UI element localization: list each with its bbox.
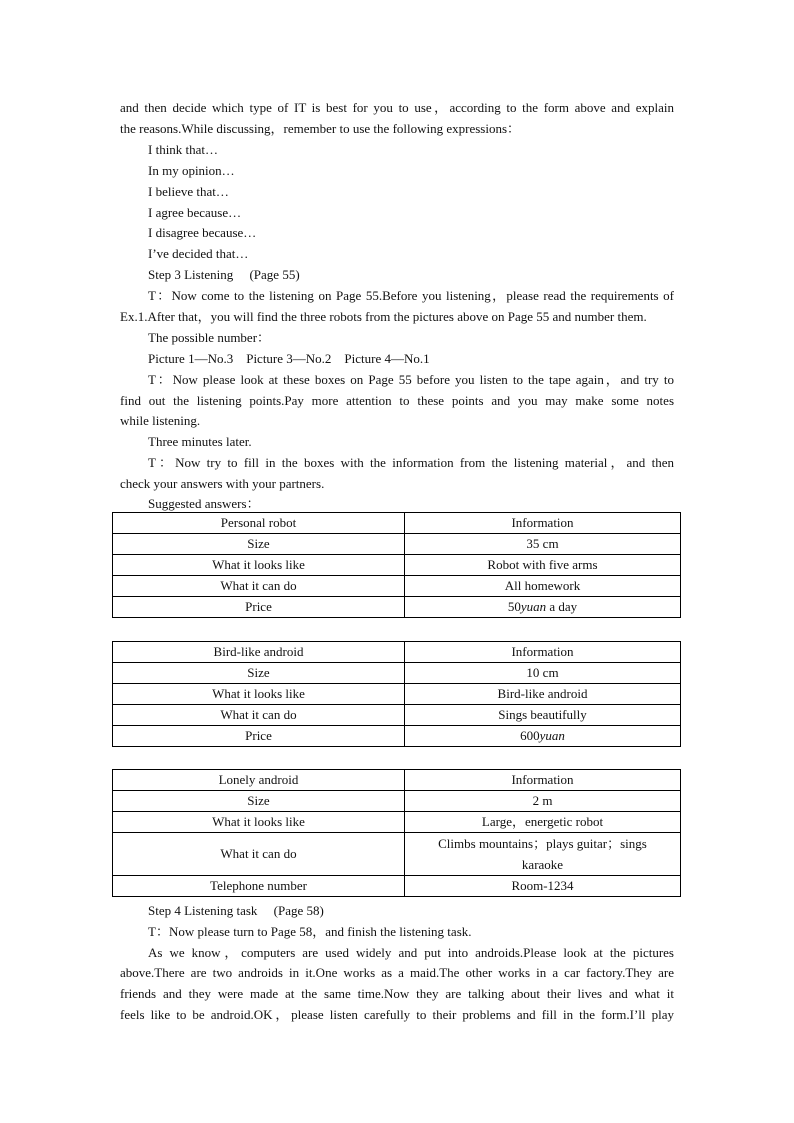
- table-row: [113, 663, 681, 684]
- row-value: Robot with five arms: [405, 555, 681, 576]
- table-header-cell: Lonely android: [113, 770, 405, 791]
- can-do-line-2: karaoke: [521, 857, 564, 872]
- row-value: 10 cm: [405, 663, 681, 684]
- row-value: Sings beautifully: [405, 705, 681, 726]
- row-label: What it looks like: [113, 555, 405, 576]
- table-row: [113, 876, 681, 897]
- row-value: All homework: [405, 576, 681, 597]
- table-row: [113, 791, 681, 812]
- can-do-line-1: Climbs mountains；plays guitar；sings: [438, 836, 647, 851]
- price-amount: 600: [520, 728, 540, 743]
- price-unit: yuan: [520, 599, 547, 614]
- expression-item: I’ve decided that…: [148, 246, 249, 261]
- step4-paragraph-line-3: friends and they were made at the same time.Now they are talking about their lives and what it: [120, 986, 674, 1001]
- table-row: [113, 726, 681, 747]
- lonely-android-table: [112, 769, 681, 897]
- row-value: [405, 597, 681, 618]
- row-label: Size: [113, 534, 405, 555]
- table-row: [113, 684, 681, 705]
- table-row: [113, 705, 681, 726]
- step4-paragraph-line-4: feels like to be android.OK，please listen carefully to their problems and fill in the form.I’ll play: [120, 1007, 674, 1022]
- step3-teacher-line-1: T：Now come to the listening on Page 55.Before you listening，please read the requirements of: [148, 288, 674, 303]
- row-value: 35 cm: [405, 534, 681, 555]
- row-label: Price: [113, 726, 405, 747]
- intro-line-2: the reasons.While discussing，remember to use the following expressions：: [120, 121, 521, 136]
- table-row: [113, 576, 681, 597]
- expression-item: I think that…: [148, 142, 219, 157]
- intro-line-1: and then decide which type of IT is best for you to use，according to the form above and explain: [120, 100, 674, 115]
- row-label: Telephone number: [113, 876, 405, 897]
- row-label: What it looks like: [113, 812, 405, 833]
- suggested-answers-label: Suggested answers：: [148, 496, 260, 511]
- step3-teacher2-line-1: T：Now please look at these boxes on Page 55 before you listen to the tape again，and try to: [148, 372, 674, 387]
- step4-paragraph-line-1: As we know，computers are used widely and put into androids.Please look at the pictures: [148, 945, 674, 960]
- table-header-row: [113, 770, 681, 791]
- step4-heading: Step 4 Listening task (Page 58): [148, 903, 324, 918]
- picture-numbers: Picture 1—No.3 Picture 3—No.2 Picture 4—No.1: [148, 351, 430, 366]
- row-label: What it can do: [113, 833, 405, 876]
- expression-item: I agree because…: [148, 205, 242, 220]
- table-row: [113, 812, 681, 833]
- expression-item: I disagree because…: [148, 225, 257, 240]
- step3-heading: Step 3 Listening (Page 55): [148, 267, 300, 282]
- row-value: [405, 726, 681, 747]
- table-header-cell: Personal robot: [113, 513, 405, 534]
- step3-teacher-line-2: Ex.1.After that，you will find the three robots from the pictures above on Page 55 and number them.: [120, 309, 647, 324]
- price-unit: yuan: [539, 728, 565, 743]
- bird-like-android-table: [112, 641, 681, 747]
- price-suffix: a day: [546, 599, 578, 614]
- table-header-cell: Information: [405, 770, 681, 791]
- row-value: Bird-like android: [405, 684, 681, 705]
- table-header-row: [113, 642, 681, 663]
- possible-number-label: The possible number：: [148, 330, 271, 345]
- row-label: What it can do: [113, 576, 405, 597]
- row-label: What it looks like: [113, 684, 405, 705]
- row-value: 2 m: [405, 791, 681, 812]
- table-row: [113, 555, 681, 576]
- row-value: Large，energetic robot: [405, 812, 681, 833]
- personal-robot-table: [112, 512, 681, 618]
- price-amount: 50: [507, 599, 521, 614]
- table-row: [113, 833, 681, 876]
- expression-item: I believe that…: [148, 184, 229, 199]
- step4-paragraph-line-2: above.There are two androids in it.One works as a maid.The other works in a car factory.They are: [120, 965, 674, 980]
- step3-teacher3-line-2: check your answers with your partners.: [120, 476, 325, 491]
- step3-teacher2-line-2: find out the listening points.Pay more attention to these points and you may make some notes: [120, 393, 674, 408]
- table-header-cell: Information: [405, 513, 681, 534]
- row-value: Room-1234: [405, 876, 681, 897]
- step3-teacher2-line-3: while listening.: [120, 413, 201, 428]
- table-row: [113, 597, 681, 618]
- row-label: What it can do: [113, 705, 405, 726]
- table-header-cell: Bird-like android: [113, 642, 405, 663]
- table-header-cell: Information: [405, 642, 681, 663]
- row-label: Price: [113, 597, 405, 618]
- three-minutes-later: Three minutes later.: [148, 434, 252, 449]
- table-header-row: [113, 513, 681, 534]
- step3-teacher3-line-1: T：Now try to fill in the boxes with the information from the listening material，and then: [148, 455, 674, 470]
- expression-item: In my opinion…: [148, 163, 235, 178]
- step4-teacher-line: T：Now please turn to Page 58，and finish the listening task.: [148, 924, 472, 939]
- table-row: [113, 534, 681, 555]
- row-label: Size: [113, 791, 405, 812]
- row-value: [405, 833, 681, 876]
- row-label: Size: [113, 663, 405, 684]
